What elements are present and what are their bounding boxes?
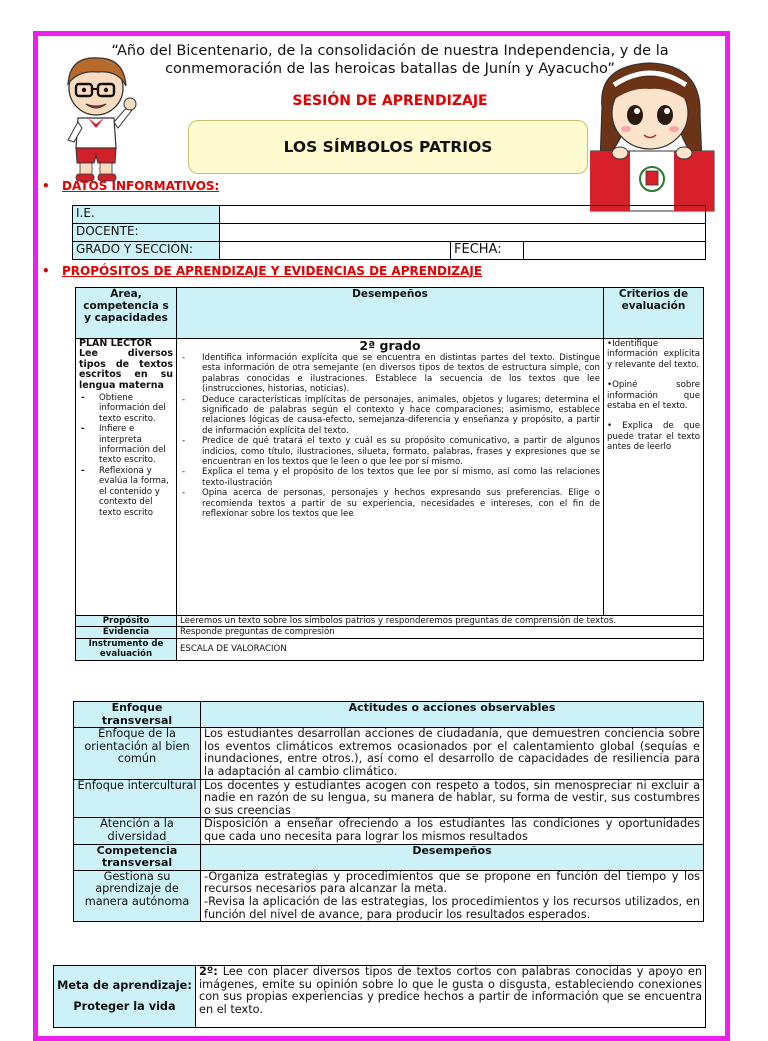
capacidad-item: - Infiere e interpreta información del texto escrito. [79, 424, 173, 466]
instrumento-text: ESCALA DE VALORACION [177, 638, 704, 660]
desempeno-item: - Deduce características implícitas de personajes, animales, objetos y lugares; determina el significado de palabras según el contexto y hace comparaciones; asimismo, establece relaciones lógicas de causa-efecto, semejanza-diferencia y enseñanza y propósito, a partir de información explícita del texto. [180, 395, 600, 437]
page-title [188, 120, 588, 174]
competencia-name: Gestiona su aprendizaje de manera autónoma [74, 870, 201, 921]
criterios-cell [604, 339, 704, 616]
desempenos-list [180, 353, 600, 520]
meta-sub-label: Proteger la vida [73, 999, 176, 1013]
criterio-item: •Identifique información explícita y relevante del texto. [607, 339, 700, 370]
plan-lector-label: PLAN LECTOR [79, 338, 153, 349]
proposito-text: Leeremos un texto sobre los símbolos patrios y responderemos preguntas de comprensión de textos. [177, 616, 704, 627]
title-text: LOS SÍMBOLOS PATRIOS [283, 138, 493, 156]
criterio-item: •Opiné sobre información que estaba en el texto. [607, 380, 700, 412]
enfoque-name: Enfoque intercultural [74, 779, 201, 818]
criterio-item: • Explica de que puede tratar el texto antes de leerlo [607, 421, 700, 453]
competencia-text: -Organiza estrategias y procedimientos que se propone en función del tiempo y los recursos necesarios para alcanzar la meta. [204, 869, 700, 896]
propositos-table [75, 287, 704, 661]
grado-value [220, 242, 451, 260]
grado-heading: 2ª grado [359, 338, 421, 353]
instrumento-label: Instrumento de evaluación [76, 638, 177, 660]
session-label: SESIÓN DE APRENDIZAJE [292, 93, 488, 109]
fecha-value [524, 242, 706, 260]
enfoque-text: Disposición a enseñar ofreciendo a los estudiantes las condiciones y oportunidades que cada uno necesita para lograr los mismos resultados [201, 818, 704, 844]
meta-text: Lee con placer diversos tipos de textos cortos con palabras conocidas y apoyo en imágenes, emite su opinión sobre lo que le gusta o disgusta, estableciendo conexiones con sus propias experiencias y predice hechos a partir de información que se encuentra en el texto. [199, 965, 703, 1016]
col-criterios-header: Criterios de evaluación [604, 288, 704, 339]
competencia-text: Lee diversos tipos de textos escritos en su lengua materna [79, 348, 173, 391]
ie-label: I.E. [73, 206, 220, 224]
section-propositos-heading: • PROPÓSITOS DE APRENDIZAJE Y EVIDENCIAS DE APRENDIZAJE [42, 264, 483, 278]
desempeno-item: - Opina acerca de personas, personajes y hechos expresando sus preferencias. Elige o recomienda textos a partir de su experiencia, necesidades e intereses, con el fin de reflexionar sobre los textos que lee [180, 488, 600, 519]
evidencia-label: Evidencia [76, 627, 177, 638]
docente-label: DOCENTE: [73, 224, 220, 242]
meta-table [53, 965, 706, 1028]
enfoque-name: Enfoque de la orientación al bien común [74, 728, 201, 779]
datos-table [72, 205, 706, 260]
enfoque-text: Los docentes y estudiantes acogen con respeto a todos, sin menospreciar ni excluir a nadie en razón de su lengua, su manera de hablar, su forma de vestir, sus costumbres o sus creencias [201, 779, 704, 818]
desempeno-item: - Predice de qué tratará el texto y cuál es su propósito comunicativo, a partir de algunos indicios, como título, ilustraciones, silueta, formato, palabras, frases y expresiones que se encuentran en los textos que le leen o que lee por sí mismo. [180, 436, 600, 467]
fecha-label: FECHA: [451, 242, 524, 260]
desempenos-cell [177, 339, 604, 616]
capacidades-list [79, 393, 173, 518]
docente-value [220, 224, 706, 242]
section-datos-heading: • DATOS INFORMATIVOS: [42, 179, 220, 193]
meta-grade: 2º: [199, 965, 218, 978]
enfoque-name: Atención a la diversidad [74, 818, 201, 844]
area-cell [76, 339, 177, 616]
col-enfoque-header: Enfoque transversal [74, 702, 201, 728]
competencia-desempenos [201, 870, 704, 921]
capacidad-item: - Obtiene información del texto escrito. [79, 393, 173, 424]
evidencia-text: Responde preguntas de compresión [177, 627, 704, 638]
ie-value [220, 206, 706, 224]
meta-text-cell [196, 966, 706, 1028]
meta-label: Meta de aprendizaje: [57, 978, 192, 992]
meta-label-cell [54, 966, 196, 1028]
col-desempenos-header: Desempeños [177, 288, 604, 339]
enfoques-table [73, 701, 704, 922]
col-actitudes-header: Actitudes o acciones observables [201, 702, 704, 728]
grado-label: GRADO Y SECCIÓN: [73, 242, 220, 260]
enfoque-text: Los estudiantes desarrollan acciones de ciudadanía, que demuestren conciencia sobre los eventos climáticos extremos ocasionados por el calentamiento global (sequías e inundaciones, entre otros.), así como el desarrollo de capacidades de resiliencia para la adaptación al cambio climático. [201, 728, 704, 779]
col-area-header: Área, competencia s y capacidades [76, 288, 177, 339]
competencia-text: -Revisa la aplicación de las estrategias, los procedimientos y los recursos utilizados, en función del nivel de avance, para producir los resultados esperados. [204, 894, 700, 921]
girl-with-flag-illustration [590, 55, 720, 215]
capacidad-item: - Reflexiona y evalúa la forma, el contenido y contexto del texto escrito [79, 466, 173, 518]
desempeno-item: - Explica el tema y el propósito de los textos que lee por sí mismo, así como las relaciones texto-ilustración [180, 467, 600, 488]
col-desempenos-transversal-header: Desempeños [201, 844, 704, 870]
motto-text: “Año del Bicentenario, de la consolidación de nuestra Independencia, y de la conmemoración de las heroicas batallas de Junín y Ayacucho” [111, 43, 669, 77]
desempeno-item: - Identifica información explícita que se encuentra en distintas partes del texto. Distingue esta información de otra semejante (en diversos tipos de textos de estructura simple, con palabras conocidas e ilustraciones. Establece la secuencia de los textos que lee (instrucciones, historias, noticias). [180, 353, 600, 395]
col-competencia-header: Competencia transversal [74, 844, 201, 870]
proposito-label: Propósito [76, 616, 177, 627]
